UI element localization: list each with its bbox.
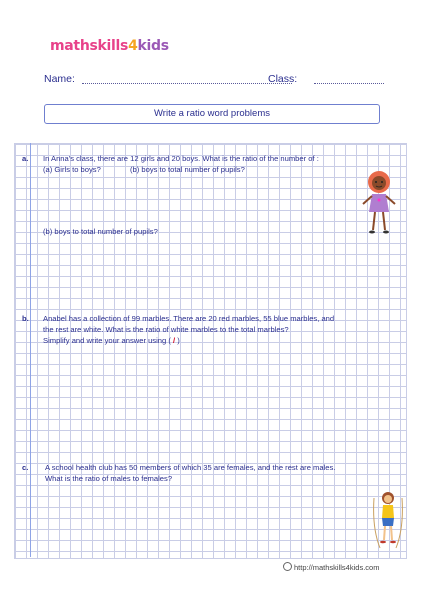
question-b-line3 [43, 335, 180, 346]
logo-part-3: kids [137, 38, 169, 54]
name-class-row [44, 73, 389, 89]
question-a-line1: In Anna's class, there are 12 girls and 20 boys. What is the ratio of the number of : [43, 154, 319, 163]
child-cartoon-icon [370, 488, 406, 550]
logo-part-1: mathskills [50, 38, 129, 54]
question-b-letter: b. [22, 314, 29, 323]
question-b-line1: Anabel has a collection of 99 marbles. There are 20 red marbles, 55 blue marbles, and [43, 314, 335, 323]
question-a-line2b: (b) boys to total number of pupils? [130, 165, 245, 174]
footer-url[interactable] [283, 562, 379, 572]
question-c-line1: A school health club has 50 members of which 35 are females, and the rest are males. [45, 463, 336, 472]
margin-line [30, 143, 31, 557]
question-a-line2a: (a) Girls to boys? [43, 165, 101, 174]
graph-paper [14, 143, 407, 559]
worksheet-title: Write a ratio word problems [44, 104, 380, 124]
question-a-letter: a. [22, 154, 29, 163]
question-c-letter: c. [22, 463, 29, 472]
footer-url-text: http://mathskills4kids.com [294, 563, 380, 572]
question-b-line2: the rest are white. What is the ratio of white marbles to the total marbles? [43, 325, 289, 334]
brand-logo [50, 38, 169, 54]
slash-symbol: / [170, 336, 178, 345]
question-b-line3-pre: Simplify and write your answer using ( [43, 336, 171, 345]
globe-icon [283, 562, 292, 571]
class-label: Class: [268, 73, 298, 85]
class-field[interactable] [314, 83, 384, 84]
name-label: Name: [44, 73, 75, 85]
name-field[interactable] [82, 83, 292, 84]
question-b-line3-post: ) [177, 336, 180, 345]
question-c-line2: What is the ratio of males to females? [45, 474, 173, 483]
question-a-line3: (b) boys to total number of pupils? [43, 227, 158, 236]
logo-part-2: 4 [128, 38, 138, 54]
girl-cartoon-icon [358, 168, 400, 238]
